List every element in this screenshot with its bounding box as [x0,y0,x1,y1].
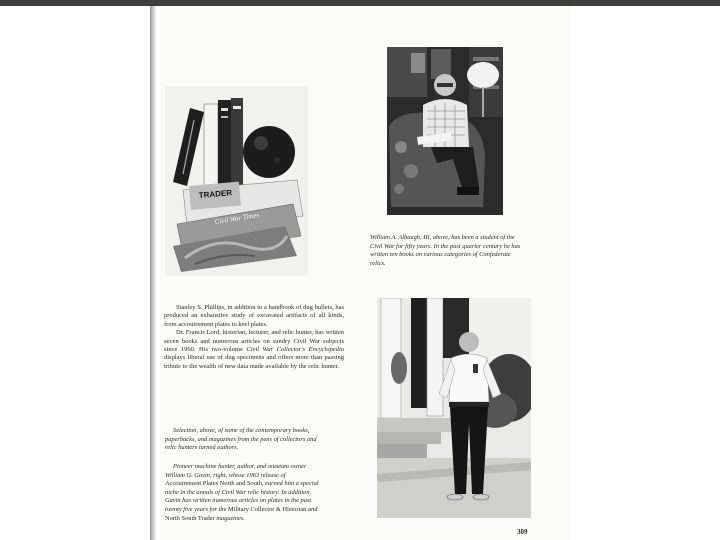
gavin-caption [165,463,355,523]
military-collector-title: Military Collector & Historian [228,505,307,513]
lamp-shade [467,62,499,88]
caption-line: paperbacks, and magazines from the pens of collectors and [165,435,317,443]
selection-caption [165,427,345,453]
caption-line: relic hunters turned authors. [165,444,239,452]
accoutrement-plates-title: Accoutrement Plates North and South, [165,480,264,488]
albaugh-reading-photo [387,47,503,215]
cannonball [243,126,295,178]
page-number: 309 [517,528,528,536]
caption-line: William G. Gavin, right, whose 1963 release of [165,471,286,479]
body-paragraph-phillips: Stanley S. Phillips, in addition to a handbook of dug bullets, has produced an exhaustive study of excavated artifacts of all kinds, from accoutrement plates to keel plates. [164,304,344,328]
caption-fragment: magazines. [214,514,245,522]
encyclopedia-title: Civil War Collector's Encyclopedia [246,346,344,354]
caption-line [165,515,355,524]
caption-line: Gavin has written numerous articles on plates in the past [165,497,312,505]
caption-fragment: earned him a special [263,480,319,488]
caption-line [165,506,355,515]
reader-photo-illustration [387,47,503,215]
body-text-column [164,304,344,371]
civil-war-times-title: Civil War Times [214,211,260,226]
caption-line: Civil War for fifty years. In the past quarter century he has [370,242,521,250]
caption-line [165,480,355,489]
albaugh-caption [370,234,540,268]
lord-text-start: Dr. Francis Lord, historian, lecturer, and relic hunter, has written seven books and numerous articles on sundry Civil War subjects since 1960. His two-volume [164,329,344,354]
trader-magazine-title: TRADER [198,188,233,200]
caption-fragment: and [306,505,318,513]
caption-line: William A. Albaugh, III, above, has been a student of the [370,234,515,241]
books-photo-illustration [165,86,308,276]
lord-text-end: displays liberal use of dug specimens and offers more than passing tribute to the wealth of new data made available by the relic hunter. [164,354,344,370]
caption-line: Pioneer machine hunter, author, and museum owner [173,463,307,470]
caption-line: niche in the annals of Civil War relic history. In addition, [165,488,312,496]
gavin-standing-photo [377,298,531,518]
caption-fragment: twenty five years for the [165,505,229,513]
caption-line: written ten books on various categories of Confederate [370,251,511,259]
standing-photo-illustration [377,298,531,518]
caption-line: relics. [370,259,386,267]
body-paragraph-lord [164,329,344,371]
books-magazines-photo [165,86,308,276]
caption-line: Selection, above, of some of the contemporary books, [173,427,310,434]
north-south-trader-title: North South Trader [165,514,215,522]
